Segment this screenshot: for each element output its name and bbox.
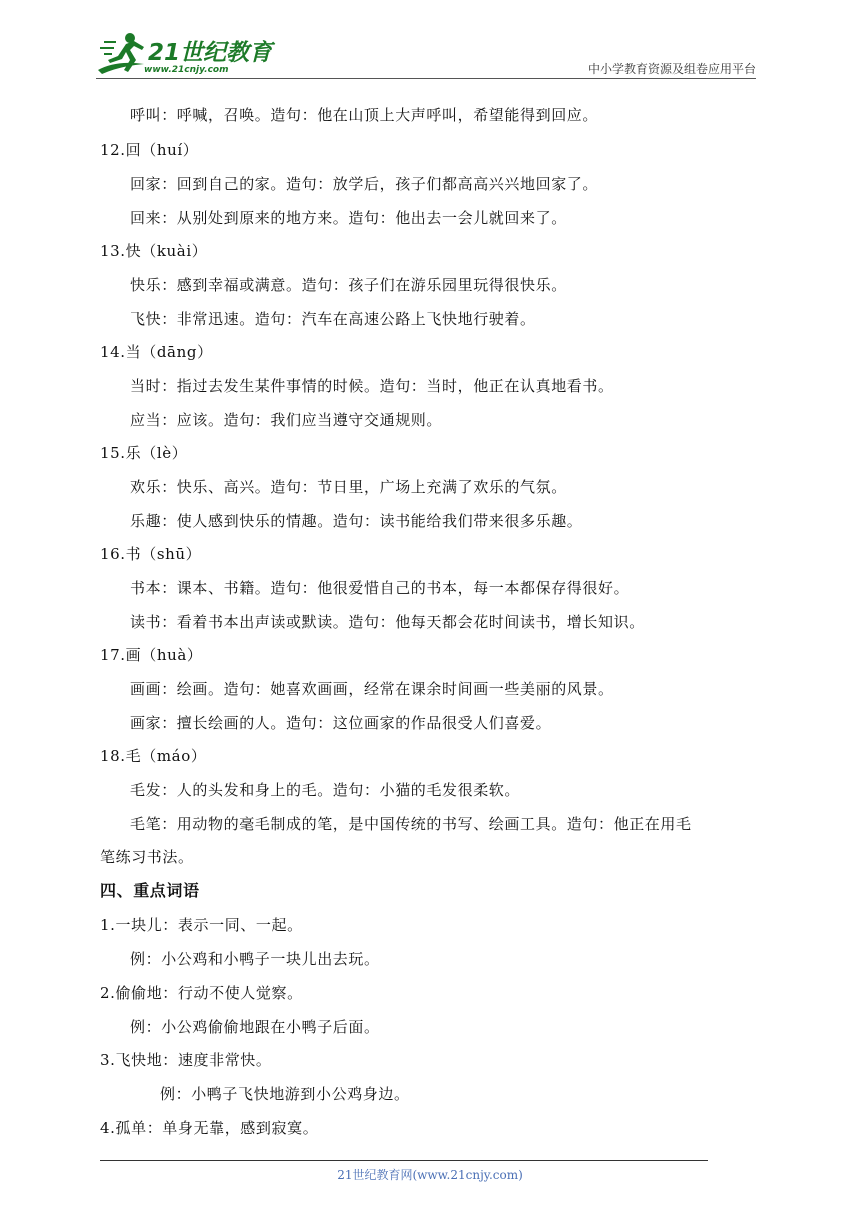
character-heading: 17.画（huà） bbox=[100, 646, 203, 664]
entry-line: 乐趣：使人感到快乐的情趣。造句：读书能给我们带来很多乐趣。 bbox=[130, 512, 583, 530]
entry-line: 回来：从别处到原来的地方来。造句：他出去一会儿就回来了。 bbox=[130, 209, 567, 227]
example-line: 例：小公鸡偷偷地跟在小鸭子后面。 bbox=[130, 1018, 380, 1036]
character-heading: 16.书（shū） bbox=[100, 545, 202, 563]
key-word-line: 2.偷偷地：行动不使人觉察。 bbox=[100, 984, 303, 1002]
entry-line: 毛笔：用动物的毫毛制成的笔，是中国传统的书写、绘画工具。造句：他正在用毛 bbox=[130, 815, 692, 833]
character-heading: 15.乐（lè） bbox=[100, 444, 188, 462]
entry-line: 欢乐：快乐、高兴。造句：节日里，广场上充满了欢乐的气氛。 bbox=[130, 478, 567, 496]
entry-line: 快乐：感到幸福或满意。造句：孩子们在游乐园里玩得很快乐。 bbox=[130, 276, 567, 294]
footer-divider bbox=[100, 1160, 708, 1161]
page-header bbox=[0, 0, 860, 86]
example-line: 例：小公鸡和小鸭子一块儿出去玩。 bbox=[130, 950, 380, 968]
character-heading: 12.回（huí） bbox=[100, 141, 199, 159]
entry-line-continued: 笔练习书法。 bbox=[100, 848, 194, 866]
character-heading: 14.当（dāng） bbox=[100, 343, 213, 361]
entry-line: 毛发：人的头发和身上的毛。造句：小猫的毛发很柔软。 bbox=[130, 781, 521, 799]
entry-line: 回家：回到自己的家。造句：放学后，孩子们都高高兴兴地回家了。 bbox=[130, 175, 599, 193]
section-heading: 四、重点词语 bbox=[100, 881, 200, 900]
logo-url: www.21cnjy.com bbox=[144, 65, 229, 75]
header-divider bbox=[96, 78, 756, 79]
example-line: 例：小鸭子飞快地游到小公鸡身边。 bbox=[160, 1085, 410, 1103]
runner-logo-icon bbox=[96, 30, 148, 78]
key-word-line: 4.孤单：单身无靠，感到寂寞。 bbox=[100, 1119, 319, 1137]
entry-line: 呼叫：呼喊，召唤。造句：他在山顶上大声呼叫，希望能得到回应。 bbox=[130, 106, 599, 124]
character-heading: 18.毛（máo） bbox=[100, 747, 207, 765]
logo bbox=[96, 30, 273, 80]
footer-link[interactable]: 21世纪教育网(www.21cnjy.com) bbox=[337, 1168, 523, 1182]
entry-line: 应当：应该。造句：我们应当遵守交通规则。 bbox=[130, 411, 443, 429]
entry-line: 当时：指过去发生某件事情的时候。造句：当时，他正在认真地看书。 bbox=[130, 377, 614, 395]
entry-line: 飞快：非常迅速。造句：汽车在高速公路上飞快地行驶着。 bbox=[130, 310, 536, 328]
entry-line: 画家：擅长绘画的人。造句：这位画家的作品很受人们喜爱。 bbox=[130, 714, 552, 732]
logo-title: 21世纪教育 bbox=[148, 40, 273, 66]
entry-line: 画画：绘画。造句：她喜欢画画，经常在课余时间画一些美丽的风景。 bbox=[130, 680, 614, 698]
entry-line: 读书：看着书本出声读或默读。造句：他每天都会花时间读书，增长知识。 bbox=[130, 613, 645, 631]
header-platform-text: 中小学教育资源及组卷应用平台 bbox=[587, 62, 756, 76]
entry-line: 书本：课本、书籍。造句：他很爱惜自己的书本，每一本都保存得很好。 bbox=[130, 579, 630, 597]
character-heading: 13.快（kuài） bbox=[100, 242, 208, 260]
key-word-line: 1.一块儿：表示一同、一起。 bbox=[100, 916, 303, 934]
key-word-line: 3.飞快地：速度非常快。 bbox=[100, 1051, 272, 1069]
